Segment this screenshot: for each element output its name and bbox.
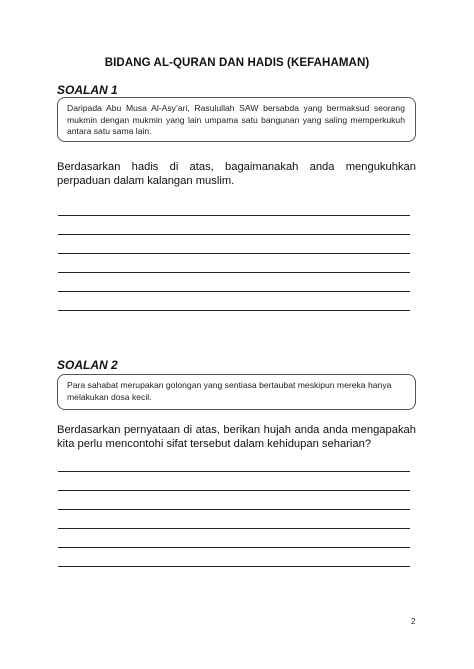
answer-line[interactable] [58,310,410,311]
question-2-passage: Para sahabat merupakan golongan yang sentiasa bertaubat meskipun mereka hanya melakukan dosa kecil. [67,380,392,402]
answer-line[interactable] [58,566,410,567]
question-2-passage-box [57,374,416,410]
answer-line[interactable] [58,253,410,254]
question-1-label: SOALAN 1 [57,83,118,97]
answer-line[interactable] [58,547,410,548]
answer-line[interactable] [58,215,410,216]
question-1-passage: Daripada Abu Musa Al-Asy’ari, Rasulullah SAW bersabda yang bermaksud seorang mukmin dengan mukmin yang lain umpama satu bangunan yang saling memperkukuh antara satu sama lain. [67,103,405,136]
worksheet-title: BIDANG AL-QURAN DAN HADIS (KEFAHAMAN) [104,57,370,69]
answer-line[interactable] [58,272,410,273]
question-2-label: SOALAN 2 [57,358,118,372]
answer-line[interactable] [58,490,410,491]
answer-line[interactable] [58,291,410,292]
answer-line[interactable] [58,509,410,510]
answer-line[interactable] [58,471,410,472]
question-1-text: Berdasarkan hadis di atas, bagaimanakah anda mengukuhkan perpaduan dalam kalangan muslim. [57,161,416,187]
question-1-passage-box [57,97,416,142]
answer-line[interactable] [58,234,410,235]
answer-line[interactable] [58,528,410,529]
question-2-text: Berdasarkan pernyataan di atas, berikan hujah anda anda mengapakah kita perlu mencontohi sifat tersebut dalam kehidupan seharian? [57,424,416,450]
page-number: 2 [411,617,416,626]
